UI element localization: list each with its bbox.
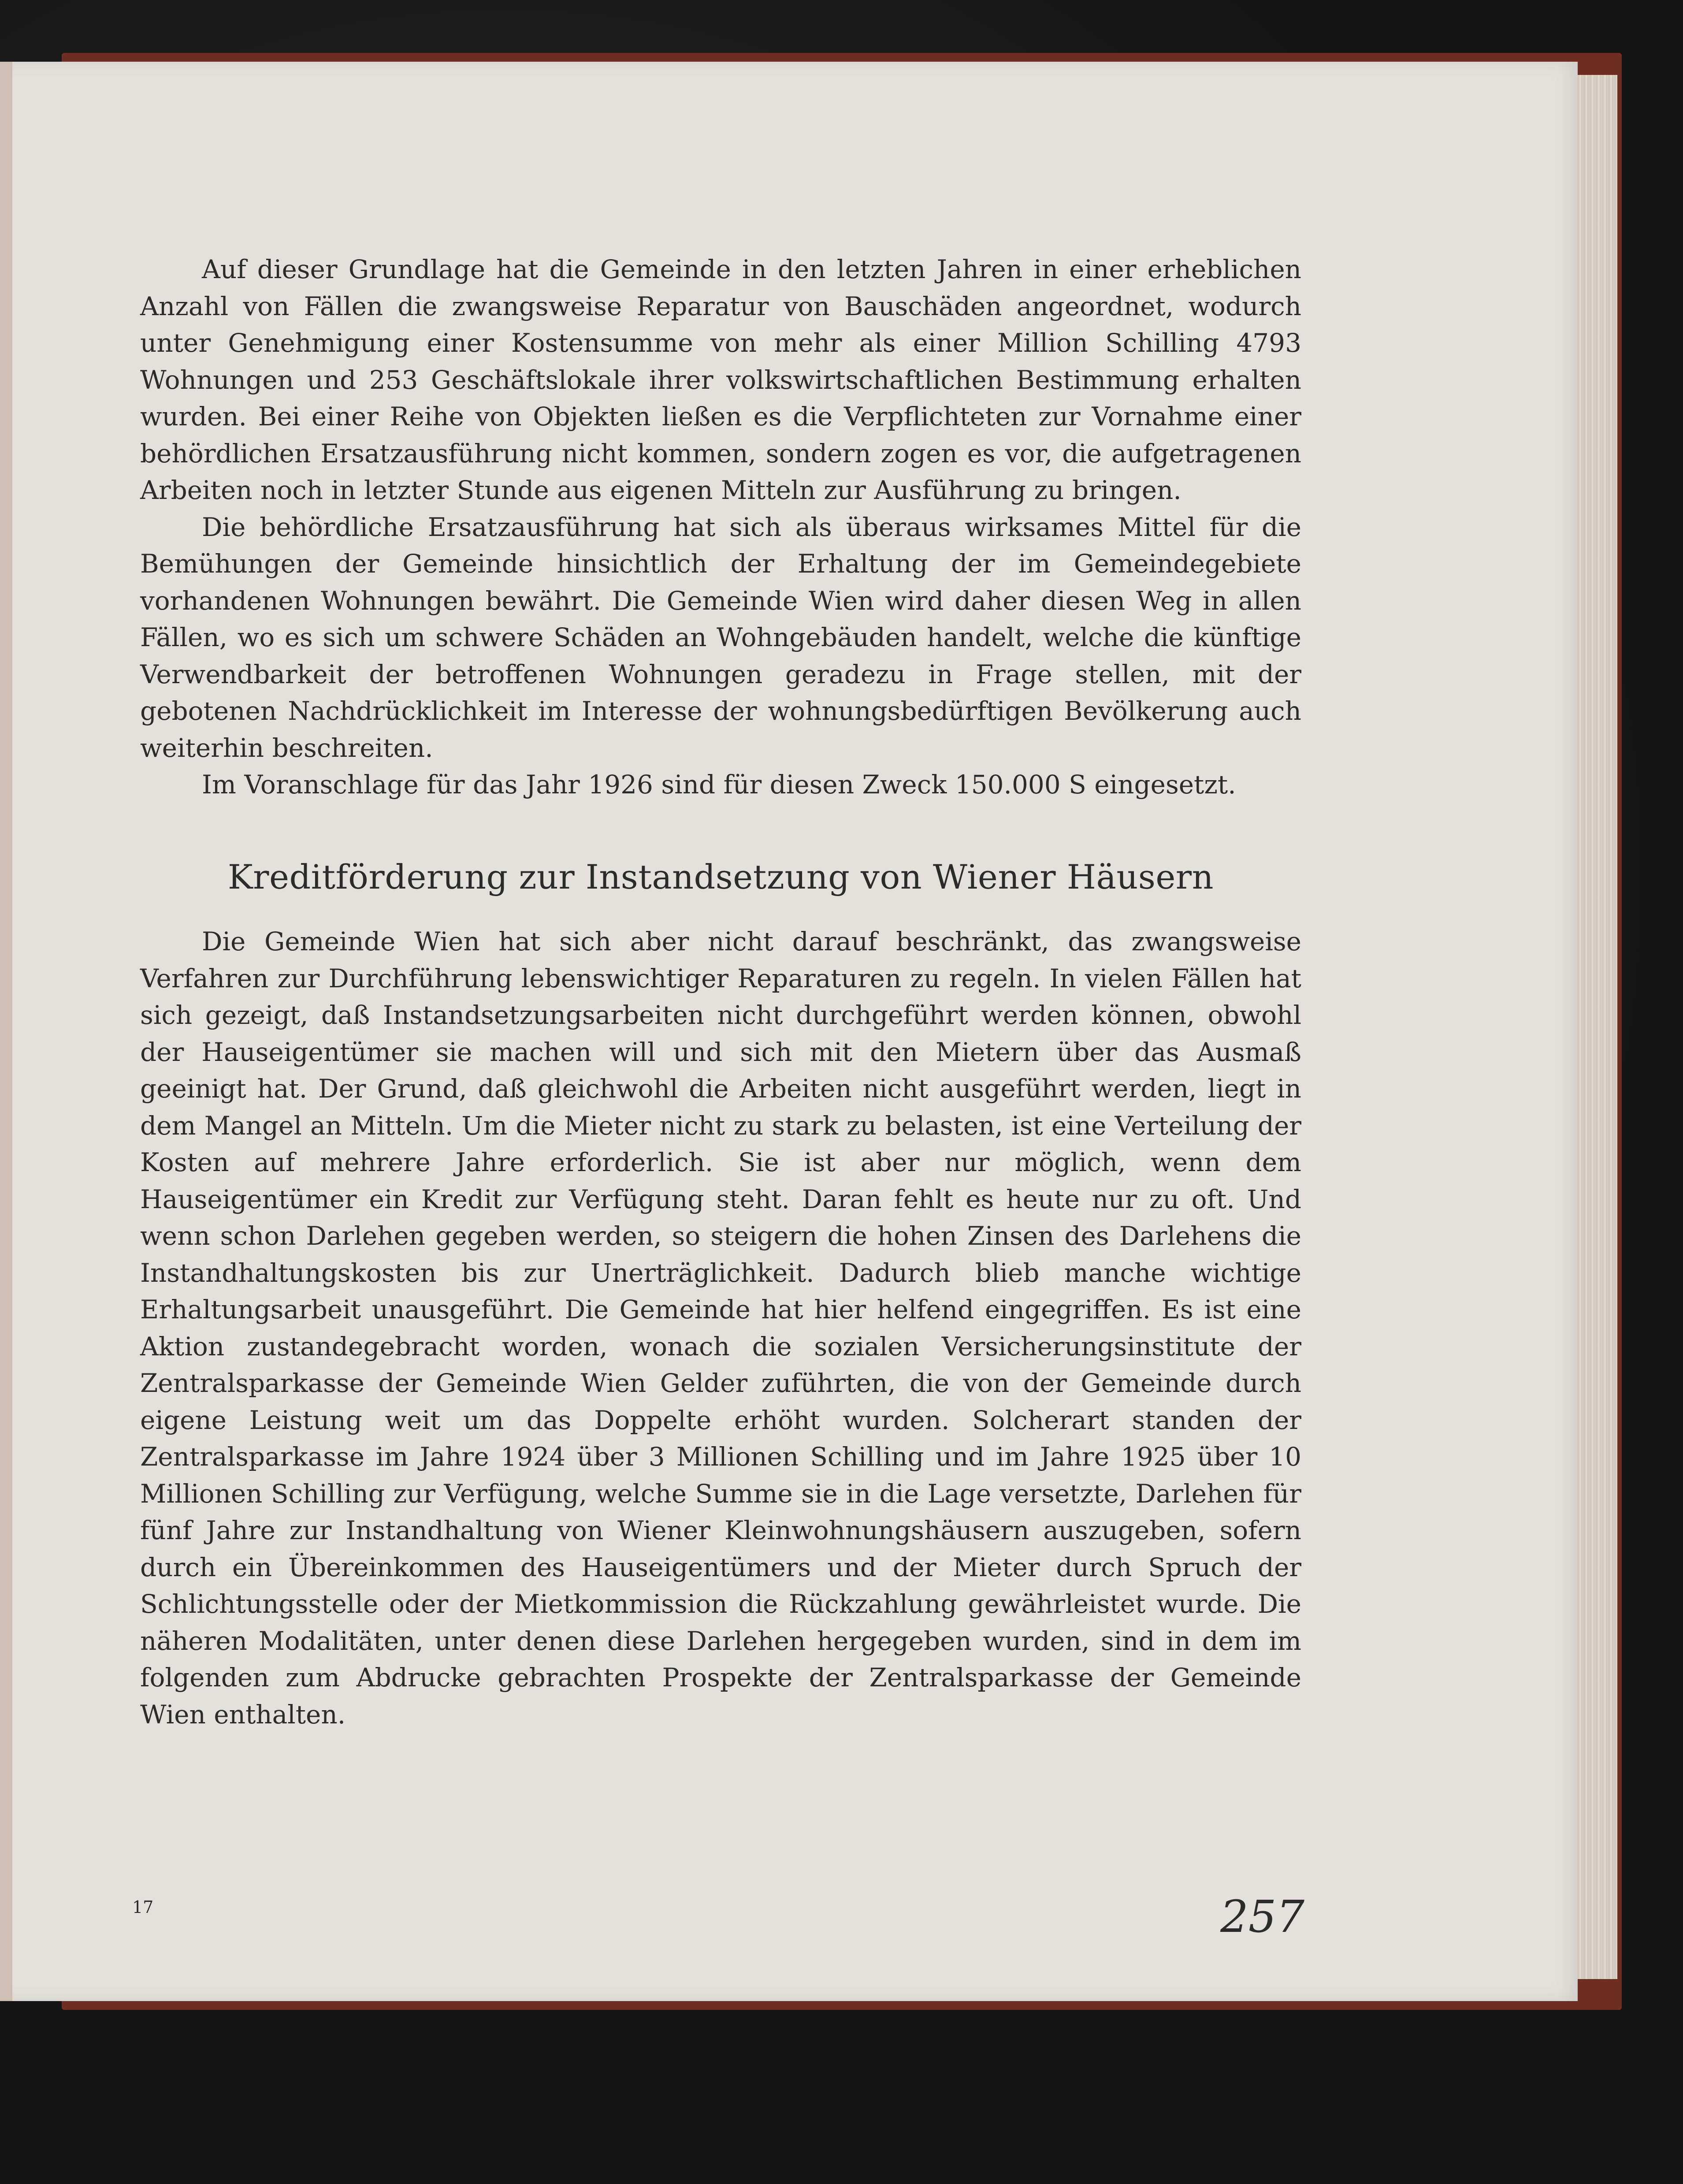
signature-mark: 17 xyxy=(132,1898,154,1917)
section-heading: Kreditförderung zur Instandsetzung von Wiener Häusern xyxy=(227,857,1214,897)
page-number: 257 xyxy=(1220,1891,1304,1942)
paragraph: Im Voranschlage für das Jahr 1926 sind für diesen Zweck 150.000 S eingesetzt. xyxy=(202,770,1236,800)
paragraph: Auf dieser Grundlage hat die Gemeinde in den letzten Jahren in einer erheblichen Anzahl von Fällen die zwangsweise Reparatur von Bauschäden angeordnet, wodurch unter Genehmigung einer Kostensumme von mehr als einer Million Schilling 4793 Wohnungen und 253 Geschäftslokale ihrer volkswirtschaftlichen Bestimmung erhalten wurden. Bei einer Reihe von Objekten ließen es die Verpflichteten zur Vornahme einer behördlichen Ersatzausführung nicht kommen, sondern zogen es vor, die aufgetragenen Arbeiten noch in letzter Stunde aus eigenen Mitteln zur Ausführung zu bringen. xyxy=(140,254,1301,505)
body-text-top xyxy=(140,251,1301,804)
body-text-bottom xyxy=(140,923,1301,1733)
facing-page-edge xyxy=(0,62,12,2001)
paragraph: Die behördliche Ersatzausführung hat sich als überaus wirksames Mittel für die Bemühungen der Gemeinde hinsichtlich der Erhaltung der im Gemeindegebiete vorhandenen Wohnungen bewährt. Die Gemeinde Wien wird daher diesen Weg in allen Fällen, wo es sich um schwere Schäden an Wohngebäuden handelt, welche die künftige Verwendbarkeit der betroffenen Wohnungen geradezu in Frage stellen, mit der gebotenen Nachdrücklichkeit im Interesse der wohnungsbedürftigen Bevölkerung auch weiterhin beschreiten. xyxy=(140,512,1301,763)
paragraph: Die Gemeinde Wien hat sich aber nicht darauf beschränkt, das zwangsweise Verfahren zur Durchführung lebenswichtiger Reparaturen zu regeln. In vielen Fällen hat sich gezeigt, daß Instandsetzungsarbeiten nicht durchgeführt werden können, obwohl der Hauseigentümer sie machen will und sich mit den Mietern über das Ausmaß geeinigt hat. Der Grund, daß gleichwohl die Arbeiten nicht ausgeführt werden, liegt in dem Mangel an Mitteln. Um die Mieter nicht zu stark zu belasten, ist eine Verteilung der Kosten auf mehrere Jahre erforderlich. Sie ist aber nur möglich, wenn dem Hauseigentümer ein Kredit zur Verfügung steht. Daran fehlt es heute nur zu oft. Und wenn schon Darlehen gegeben werden, so steigern die hohen Zinsen des Darlehens die Instandhaltungskosten bis zur Unerträglichkeit. Dadurch blieb manche wichtige Erhaltungsarbeit unausgeführt. Die Gemeinde hat hier helfend eingegriffen. Es ist eine Aktion zustandegebracht worden, wonach die sozialen Versicherungsinstitute der Zentralsparkasse der Gemeinde Wien Gelder zuführten, die von der Gemeinde durch eigene Leistung weit um das Doppelte erhöht wurden. Solcherart standen der Zentralsparkasse im Jahre 1924 über 3 Millionen Schilling und im Jahre 1925 über 10 Millionen Schilling zur Verfügung, welche Summe sie in die Lage versetzte, Darlehen für fünf Jahre zur Instandhaltung von Wiener Kleinwohnungshäusern auszugeben, sofern durch ein Übereinkommen des Hauseigentümers und der Mieter durch Spruch der Schlichtungsstelle oder der Mietkommission die Rückzahlung gewährleistet wurde. Die näheren Modalitäten, unter denen diese Darlehen hergegeben wurden, sind in dem im folgenden zum Abdrucke gebrachten Prospekte der Zentralsparkasse der Gemeinde Wien enthalten. xyxy=(140,926,1301,1730)
